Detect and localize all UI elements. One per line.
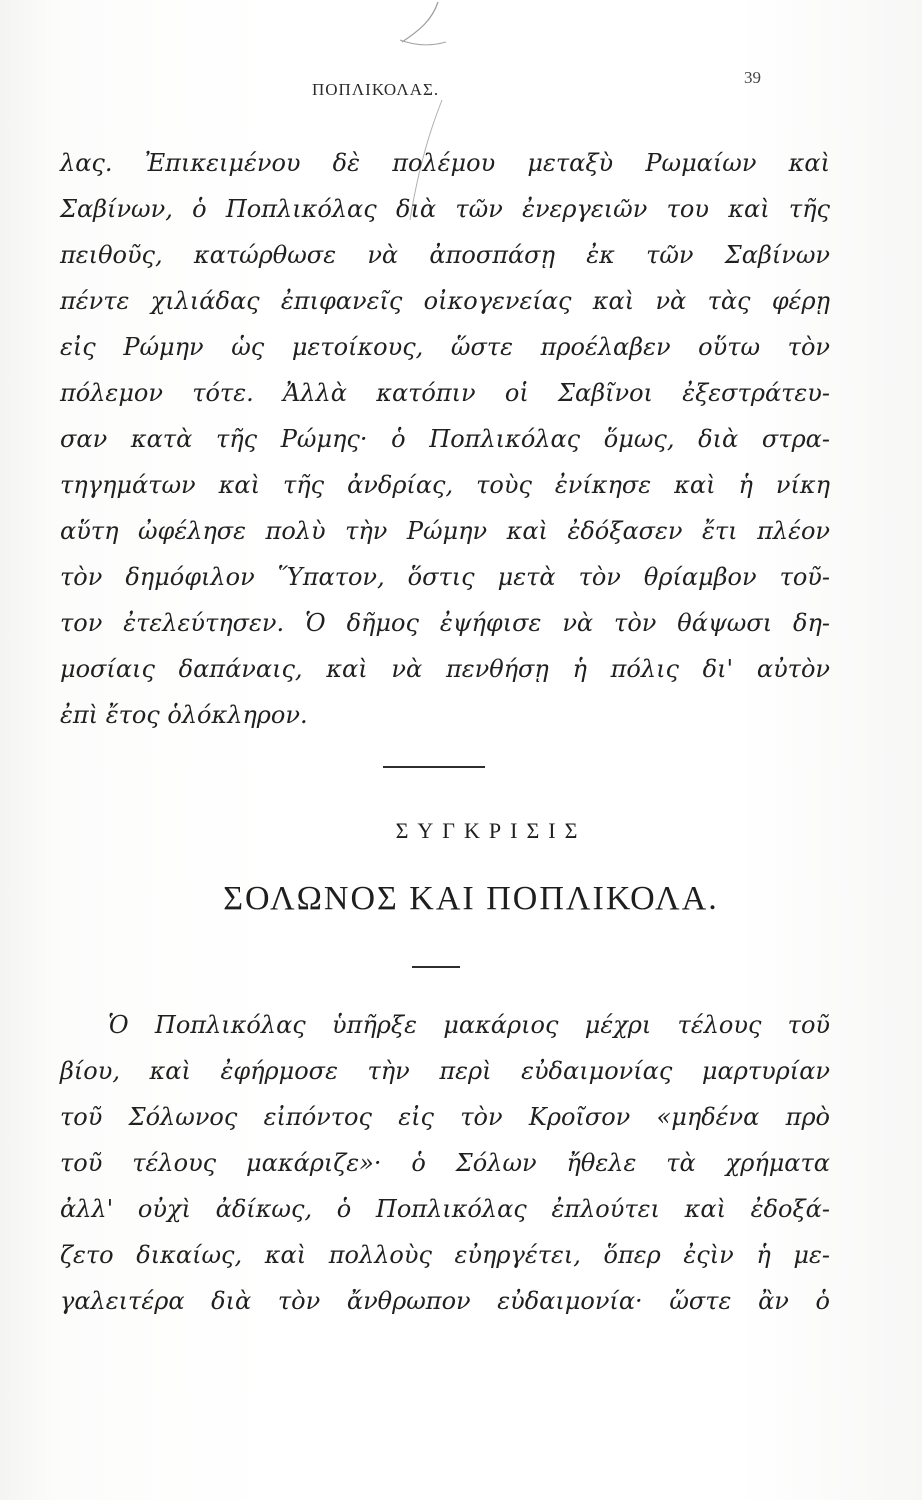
heading-underline-rule — [412, 966, 460, 968]
section-heading-comparison: ΣΥΓΚΡΙΣΙΣ — [395, 818, 587, 843]
text-line: Ὁ Ποπλικόλας ὑπῆρξε μακάριος μέχρι τέλους τοῦ — [108, 1011, 830, 1039]
text-line: λας. Ἐπικειμένου δὲ πολέμου μεταξὺ Ρωμαίων καὶ — [60, 149, 830, 177]
text-line: τοῦ Σόλωνος εἰπόντος εἰς τὸν Κροῖσον «μηδένα πρὸ — [60, 1103, 830, 1131]
text-line: ἐπὶ ἔτος ὁλόκληρον. — [60, 701, 308, 729]
text-line: μοσίαις δαπάναις, καὶ νὰ πενθήσῃ ἡ πόλις δι' αὐτὸν — [60, 655, 830, 683]
section-divider-rule — [383, 766, 485, 768]
text-line: τοῦ τέλους μακάριζε»· ὁ Σόλων ἤθελε τὰ χρήματα — [60, 1149, 830, 1177]
text-line: πόλεμον τότε. Ἀλλὰ κατόπιν οἱ Σαβῖνοι ἐξεστράτευ- — [60, 379, 830, 407]
text-line: ἀλλ' οὐχὶ ἀδίκως, ὁ Ποπλικόλας ἐπλούτει καὶ ἐδοξά- — [60, 1195, 830, 1223]
text-line: εἰς Ρώμην ὡς μετοίκους, ὥστε προέλαβεν οὕτω τὸν — [60, 333, 830, 361]
text-line: γαλειτέρα διὰ τὸν ἄνθρωπον εὐδαιμονία· ὥστε ἂν ὁ — [60, 1287, 830, 1315]
text-line: Σαβίνων, ὁ Ποπλικόλας διὰ τῶν ἐνεργειῶν του καὶ τῆς — [60, 195, 830, 223]
running-head-title: ΠΟΠΛΙΚΟΛΑΣ. — [312, 80, 440, 99]
section-heading-title: ΣΟΛΩΝΟΣ ΚΑΙ ΠΟΠΛΙΚΟΛΑ. — [223, 880, 719, 917]
text-line: τὸν δημόφιλον Ὕπατον, ὅστις μετὰ τὸν θρίαμβον τοῦ- — [60, 563, 830, 591]
text-line: αὕτη ὠφέλησε πολὺ τὴν Ρώμην καὶ ἐδόξασεν ἔτι πλέον — [60, 517, 830, 545]
text-line: σαν κατὰ τῆς Ρώμης· ὁ Ποπλικόλας ὅμως, διὰ στρα- — [60, 425, 830, 453]
paragraph-comparison — [60, 1002, 830, 1324]
text-line: πειθοῦς, κατώρθωσε νὰ ἀποσπάσῃ ἐκ τῶν Σαβίνων — [60, 241, 830, 269]
paragraph-continuation — [60, 140, 830, 738]
text-line: ζετο δικαίως, καὶ πολλοὺς εὐηργέτει, ὅπερ ἐςὶν ἡ με- — [60, 1241, 830, 1269]
text-line: βίου, καὶ ἐφήρμοσε τὴν περὶ εὐδαιμονίας μαρτυρίαν — [60, 1057, 830, 1085]
text-line: τηγημάτων καὶ τῆς ἀνδρίας, τοὺς ἐνίκησε καὶ ἡ νίκη — [60, 471, 830, 499]
page-number: 39 — [744, 68, 761, 87]
text-line: τον ἐτελεύτησεν. Ὁ δῆμος ἐψήφισε νὰ τὸν θάψωσι δη- — [60, 609, 830, 637]
text-line: πέντε χιλιάδας ἐπιφανεῖς οἰκογενείας καὶ νὰ τὰς φέρῃ — [60, 287, 830, 315]
